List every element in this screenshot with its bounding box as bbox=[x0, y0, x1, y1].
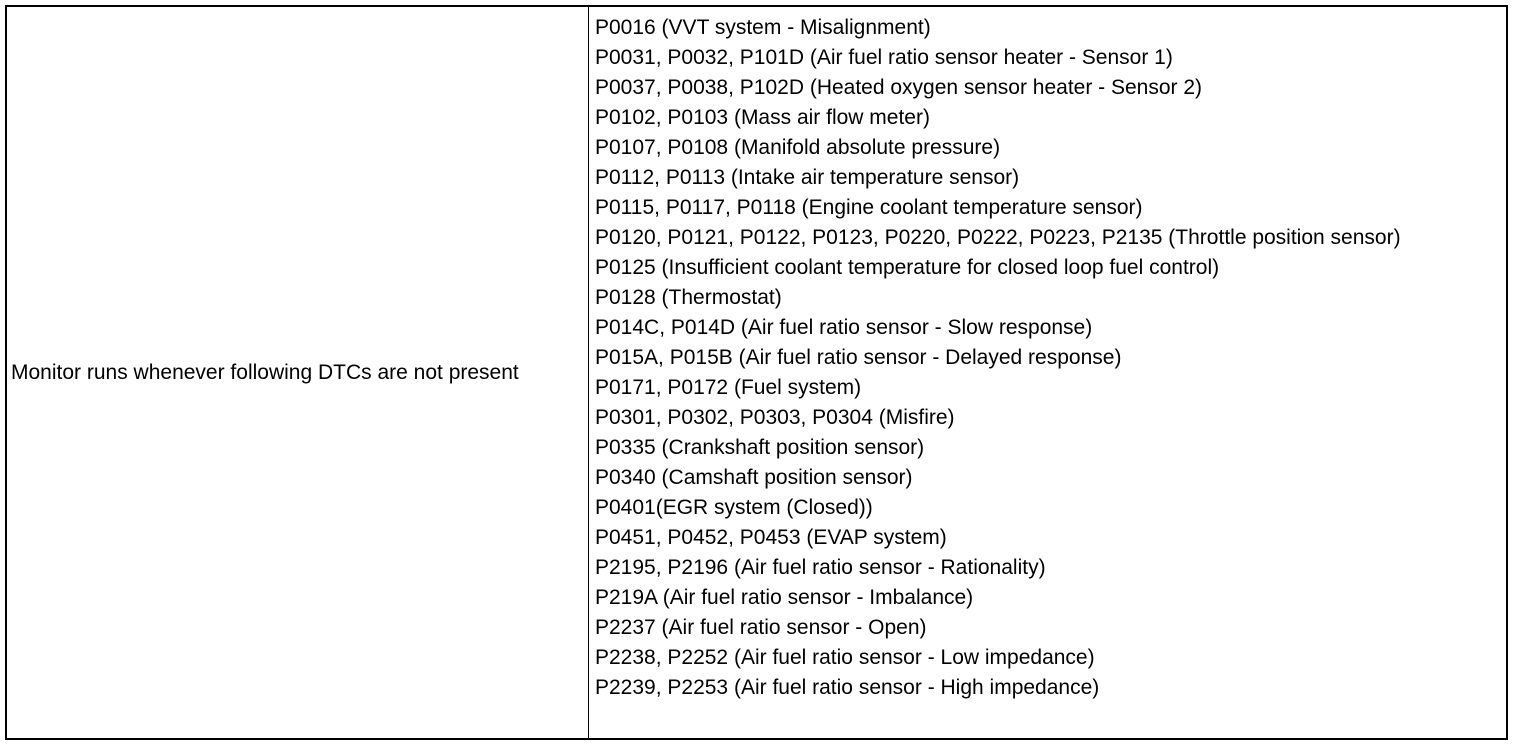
dtc-item: P2237 (Air fuel ratio sensor - Open) bbox=[595, 616, 927, 639]
condition-text: Monitor runs whenever following DTCs are not present bbox=[11, 360, 519, 384]
dtc-item: P0031, P0032, P101D (Air fuel ratio sensor heater - Sensor 1) bbox=[595, 46, 1173, 69]
dtc-item: P2238, P2252 (Air fuel ratio sensor - Low impedance) bbox=[595, 646, 1095, 669]
dtc-item: P014C, P014D (Air fuel ratio sensor - Slow response) bbox=[595, 316, 1093, 339]
dtc-item: P0128 (Thermostat) bbox=[595, 286, 782, 309]
dtc-item: P0335 (Crankshaft position sensor) bbox=[595, 436, 925, 459]
dtc-item: P0037, P0038, P102D (Heated oxygen sensor heater - Sensor 2) bbox=[595, 76, 1203, 99]
dtc-item: P0016 (VVT system - Misalignment) bbox=[595, 16, 931, 39]
dtc-item: P0125 (Insufficient coolant temperature for closed loop fuel control) bbox=[595, 256, 1220, 279]
dtc-item: P0120, P0121, P0122, P0123, P0220, P0222, P0223, P2135 (Throttle position sensor) bbox=[595, 226, 1401, 249]
dtc-item: P015A, P015B (Air fuel ratio sensor - Delayed response) bbox=[595, 346, 1122, 369]
dtc-item: P0171, P0172 (Fuel system) bbox=[595, 376, 862, 399]
dtc-item: P0102, P0103 (Mass air flow meter) bbox=[595, 106, 930, 129]
dtc-item: P2239, P2253 (Air fuel ratio sensor - High impedance) bbox=[595, 676, 1100, 699]
dtc-item: P0340 (Camshaft position sensor) bbox=[595, 466, 913, 489]
dtc-item: P0115, P0117, P0118 (Engine coolant temperature sensor) bbox=[595, 196, 1143, 219]
dtc-list-cell bbox=[589, 7, 1506, 738]
dtc-item: P0451, P0452, P0453 (EVAP system) bbox=[595, 526, 947, 549]
dtc-item: P0301, P0302, P0303, P0304 (Misfire) bbox=[595, 406, 955, 429]
dtc-item: P2195, P2196 (Air fuel ratio sensor - Rationality) bbox=[595, 556, 1046, 579]
condition-cell bbox=[7, 7, 589, 738]
dtc-item: P219A (Air fuel ratio sensor - Imbalance) bbox=[595, 586, 974, 609]
dtc-item: P0401(EGR system (Closed)) bbox=[595, 496, 873, 519]
dtc-item: P0112, P0113 (Intake air temperature sensor) bbox=[595, 166, 1020, 189]
dtc-item: P0107, P0108 (Manifold absolute pressure) bbox=[595, 136, 1001, 159]
dtc-table bbox=[5, 5, 1508, 740]
